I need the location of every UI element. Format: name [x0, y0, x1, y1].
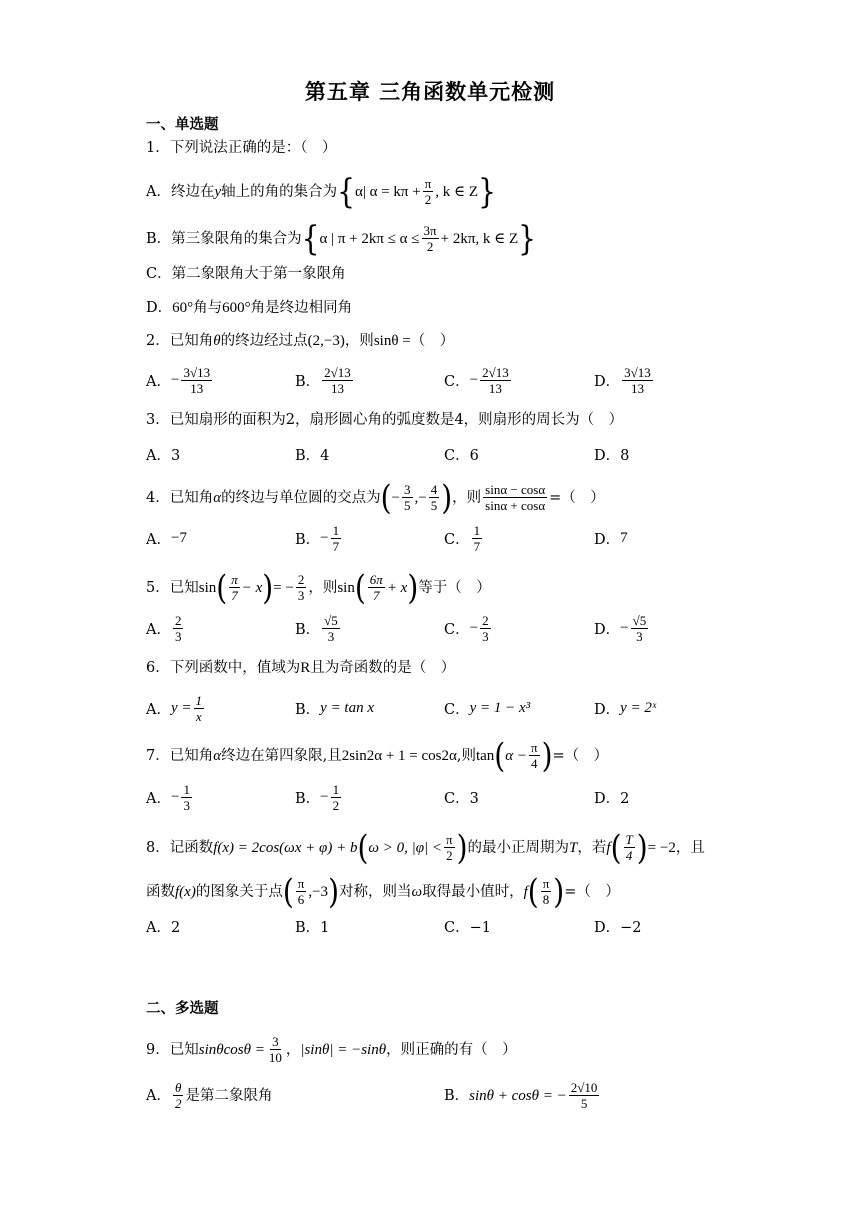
question-4-option-a[interactable]: A． −7 [146, 529, 187, 548]
question-2-option-d[interactable]: D． $\frac{3√13}{13}$ [594, 364, 651, 396]
question-1-option-d[interactable] [146, 298, 352, 318]
question-5-option-d[interactable]: D． − $\frac{√5}{3}$ [594, 612, 647, 644]
expr: sinθ = [373, 333, 411, 349]
question-5-options [146, 608, 706, 648]
question-2-option-b[interactable]: B． $\frac{2√13}{13}$ [295, 364, 351, 396]
question-6-option-c[interactable]: C． y = 1 − x³ [444, 699, 531, 718]
question-1-stem: 1．下列说法正确的是：（ ） [146, 140, 337, 156]
question-9-option-b[interactable]: B． sinθ + cosθ = − $\frac{2√10}{5}$ [444, 1080, 598, 1111]
question-8-option-d[interactable]: D．−2 [594, 919, 642, 936]
question-6-stem: 6．下列函数中，值域为 R 且为奇函数的是（ ） [146, 660, 456, 676]
brace-left: { [337, 171, 355, 211]
question-3-option-d[interactable]: D．8 [594, 447, 630, 464]
question-7-options [146, 777, 706, 817]
question-8-option-c[interactable]: C．−1 [444, 919, 491, 936]
option-label: D． [146, 300, 173, 316]
set-expr: + 2kπ, k ∈ Z [440, 230, 519, 247]
question-8-option-b[interactable]: B．1 [295, 919, 330, 936]
section-single-choice: 一、单选题 [146, 116, 219, 133]
question-4-option-b[interactable]: B． − $\frac{1}{7}$ [295, 522, 340, 554]
question-7-option-c[interactable]: C．3 [444, 790, 479, 807]
question-8-stem-line-1: 8．记函数 f(x) = 2cos(ωx + φ) + b ( ω > 0, |φ| < $\frac{\pi}{2}$ ) 的最小正周期为 T ，若 f ( $\frac{T}{4}$ ) = −2 ，且 [146, 827, 705, 867]
question-1-option-b[interactable] [146, 218, 536, 258]
question-7-option-d[interactable]: D．2 [594, 790, 630, 807]
question-7-option-a[interactable]: A． − $\frac{1}{3}$ [146, 781, 190, 813]
question-6-options [146, 688, 706, 728]
var-theta: θ [213, 333, 221, 349]
set-expr: α | π + 2kπ ≤ α ≤ [319, 230, 420, 247]
fraction: $\frac{\pi}{2}$ [424, 176, 432, 207]
question-6-option-d[interactable]: D． y = 2ˣ [594, 699, 657, 718]
option-label: A． [146, 183, 171, 200]
question-5-option-c[interactable]: C． − $\frac{2}{3}$ [444, 612, 489, 644]
page-title: 第五章 三角函数单元检测 [304, 79, 556, 104]
brace-right: } [478, 171, 496, 211]
brace-right: } [518, 218, 536, 258]
question-3-option-c[interactable]: C．6 [444, 447, 479, 464]
brace-left: { [301, 218, 320, 258]
question-2-option-c[interactable]: C． − $\frac{2√13}{13}$ [444, 364, 509, 396]
question-3-stem: 3．已知扇形的面积为2，扇形圆心角的弧度数是4，则扇形的周长为（ ） [146, 412, 624, 428]
section-multi-choice: 二、多选题 [146, 1000, 219, 1017]
var-y: y [214, 183, 222, 200]
question-5-option-a[interactable]: A． $\frac{2}{3}$ [146, 612, 182, 644]
question-9-stem: 9．已知 sinθcosθ = $\frac{3}{10}$ ， |sinθ| = −sinθ ，则正确的有（ ） [146, 1034, 517, 1065]
question-1-option-c[interactable]: C．第二象限角大于第一象限角 [146, 266, 346, 282]
question-4-options [146, 518, 706, 558]
fraction: $\frac{3\pi}{2}$ [423, 223, 437, 254]
question-3-option-a[interactable]: A．3 [146, 447, 181, 464]
question-6-option-b[interactable]: B． y = tan x [295, 699, 375, 718]
option-text: 轴上的角的集合为 [221, 183, 338, 200]
angle-value: 60° [172, 300, 194, 316]
question-6-option-a[interactable]: A． y = $\frac{1}{x}$ [146, 692, 203, 724]
question-5-stem: 5．已知 sin ( $\frac{\pi}{7}$ − x ) = − $\frac{2}{3}$ ，则 sin ( $\frac{6\pi}{7}$ + x ) 等于（ ） [146, 567, 491, 607]
option-text: 终边在 [170, 183, 215, 200]
angle-value: 600° [222, 300, 251, 316]
question-2-option-a[interactable]: A． − $\frac{3√13}{13}$ [146, 364, 211, 396]
point: (2,−3) [307, 333, 345, 349]
option-text: 角是终边相同角 [250, 300, 353, 316]
question-8-options [146, 906, 706, 946]
option-text: 角与 [193, 300, 223, 316]
set-expr: α| α = kπ + [354, 183, 421, 200]
question-4-option-c[interactable]: C． $\frac{1}{7}$ [444, 522, 481, 554]
question-5-option-b[interactable]: B． $\frac{√5}{3}$ [295, 612, 338, 644]
question-2-options [146, 360, 706, 400]
question-3-option-b[interactable]: B．4 [295, 447, 330, 464]
question-8-option-a[interactable]: A．2 [146, 919, 181, 936]
option-label: B． [146, 230, 172, 247]
question-7-option-b[interactable]: B． − $\frac{1}{2}$ [295, 781, 340, 813]
question-8-stem-line-2: 函数 f(x) 的图象关于点 ( $\frac{\pi}{6}$ ,−3 ) 对称，则当 ω 取得最小值时， f ( $\frac{\pi}{8}$ ) =（ ） [146, 871, 620, 911]
set-expr: , k ∈ Z [435, 183, 479, 200]
question-1-option-a[interactable] [146, 171, 496, 211]
question-2-stem: 2．已知角 θ 的终边经过点 (2,−3) ，则 sinθ = （ ） [146, 333, 455, 349]
question-4-option-d[interactable]: D． 7 [594, 529, 628, 548]
question-3-options [146, 434, 706, 474]
question-7-stem: 7．已知角 α 终边在第四象限,且 2sin2α + 1 = cos2α ,则 tan ( α − $\frac{\pi}{4}$ ) =（ ） [146, 735, 609, 775]
question-9-option-a[interactable]: A． $\frac{\theta}{2}$ 是第二象限角 [146, 1080, 273, 1111]
question-4-stem: 4．已知角 α 的终边与单位圆的交点为 ( − $\frac{3}{5}$ ,− $\frac{4}{5}$ ) ，则 $\frac{\sin\alpha - \cos\alpha}{\sin\alpha + \cos\alpha}$ =（ ） [146, 477, 605, 517]
option-text: 第三象限角的集合为 [171, 230, 302, 247]
